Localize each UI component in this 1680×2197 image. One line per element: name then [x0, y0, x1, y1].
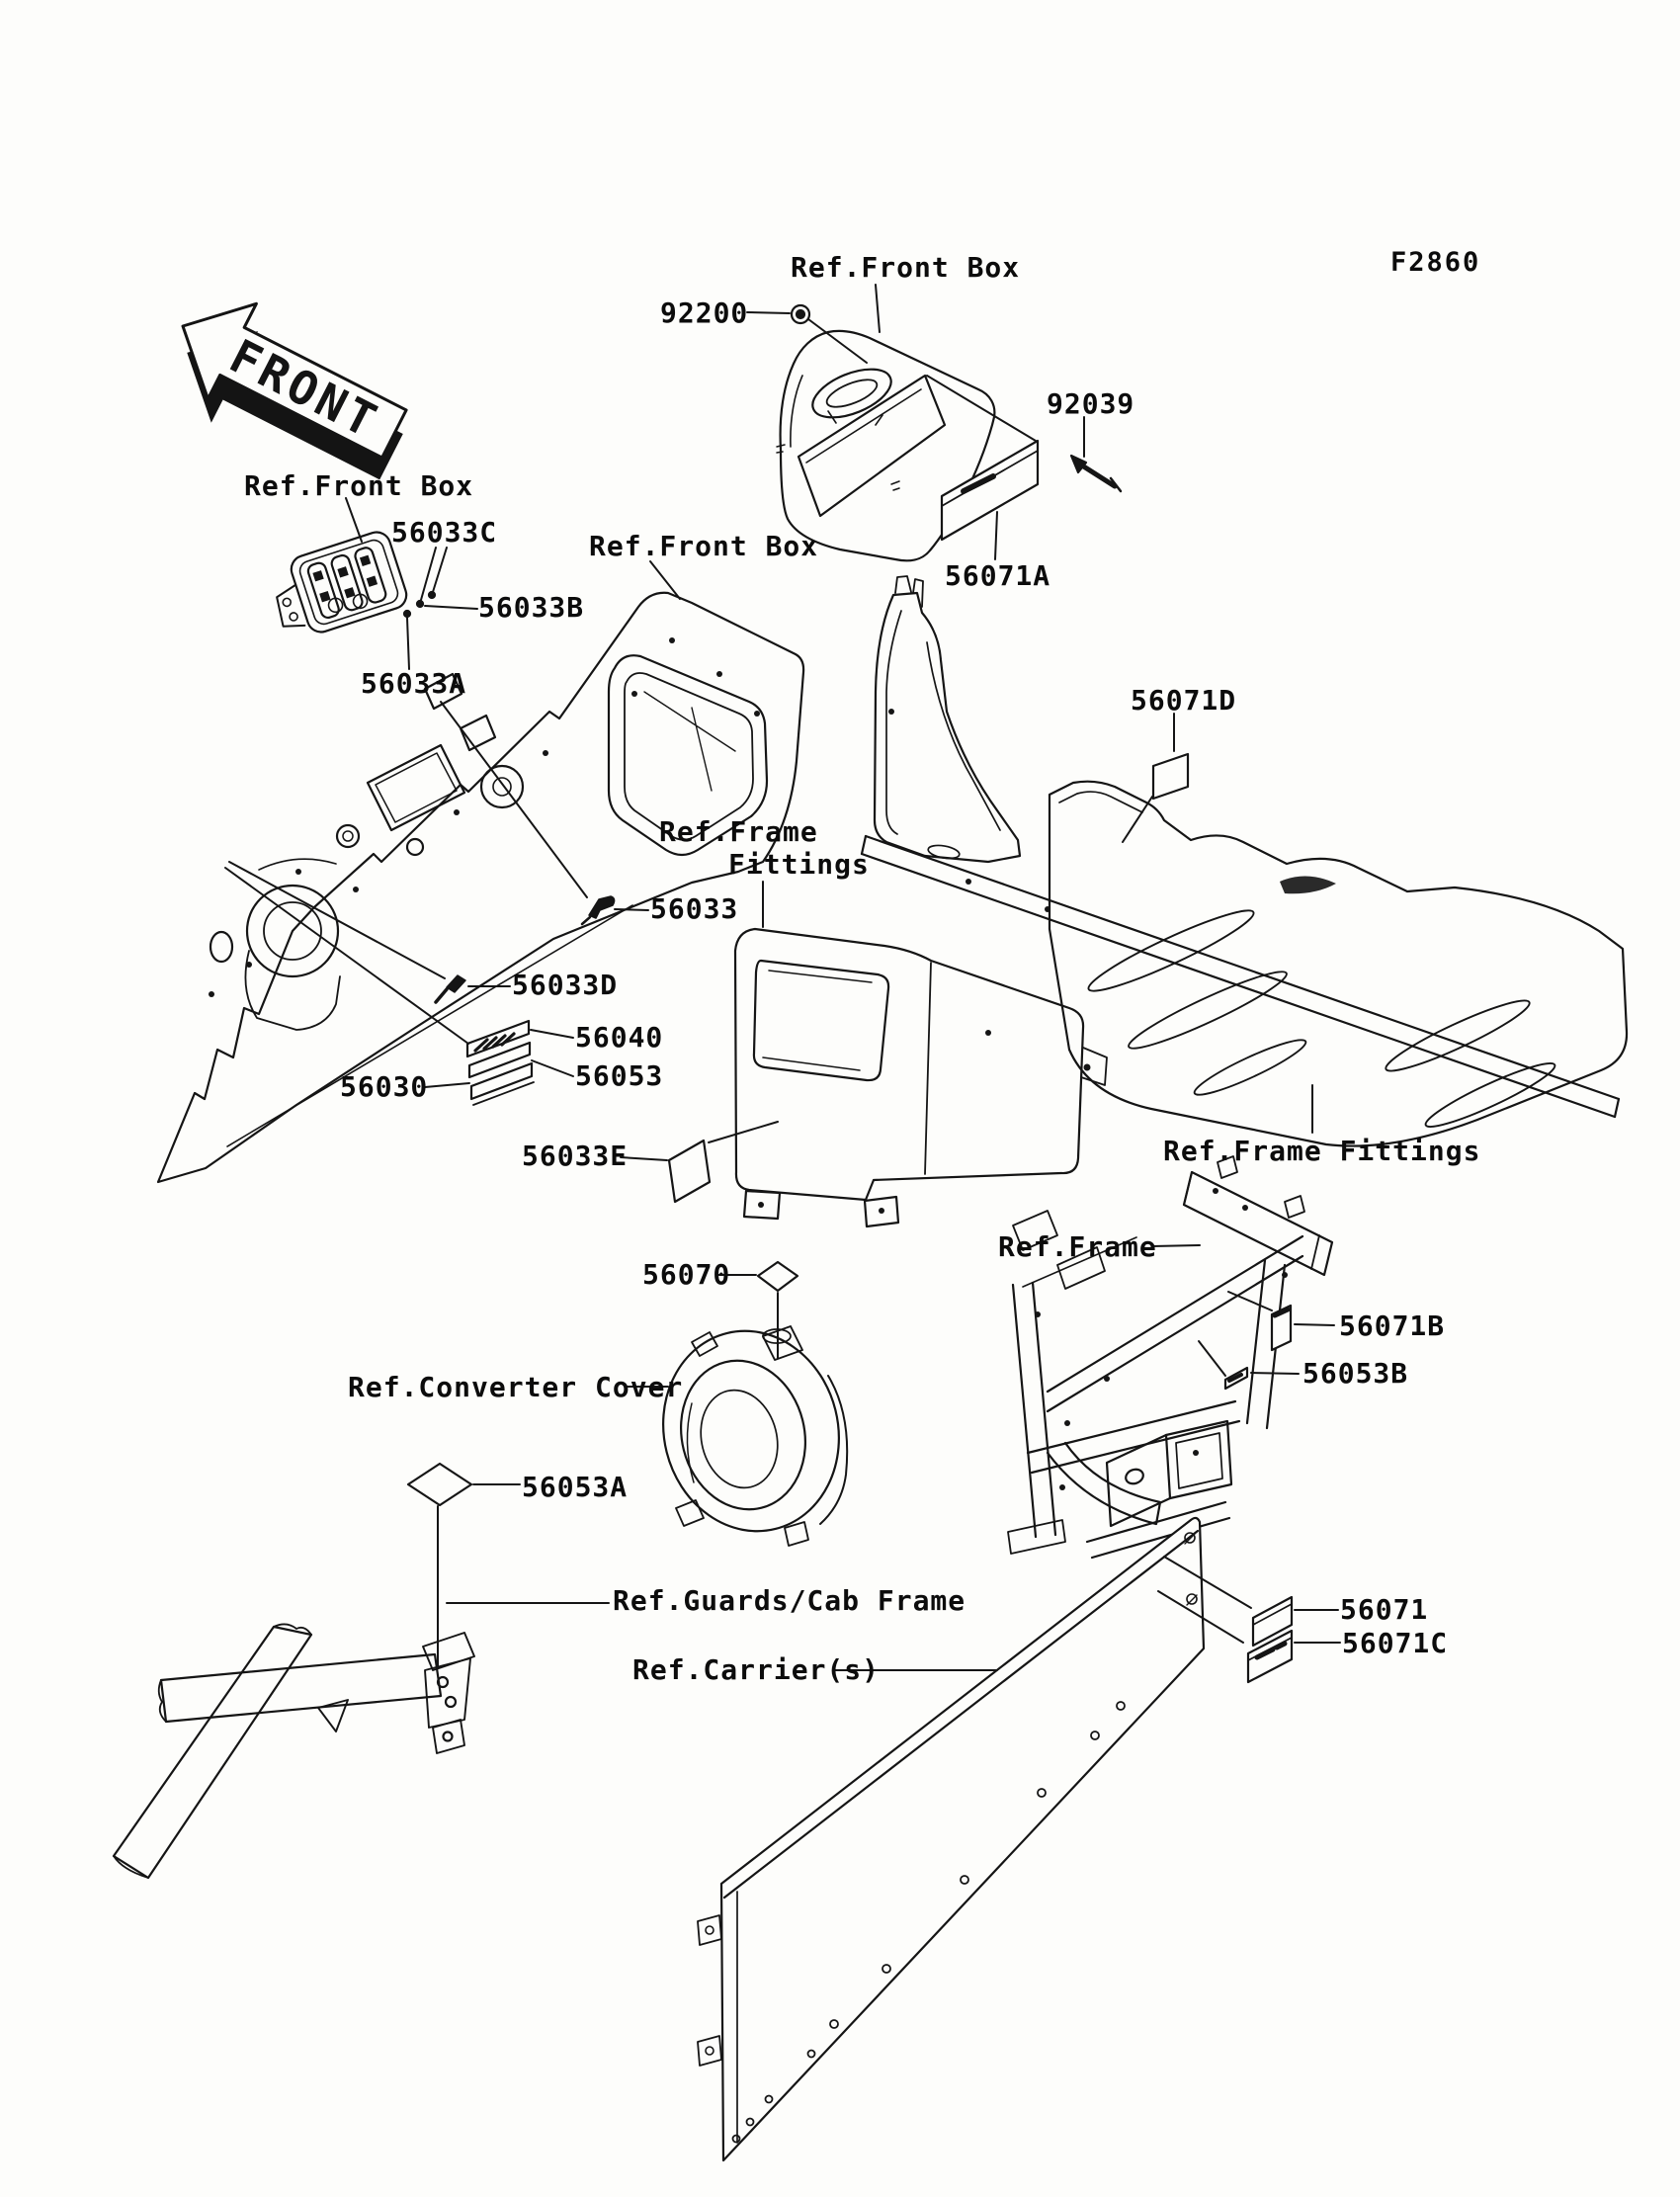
part-label-56030: 56030 — [340, 1070, 429, 1103]
part-label-56033d: 56033D — [512, 969, 619, 1001]
ref-label-carriers: Ref.Carrier(s) — [632, 1653, 881, 1686]
side-pillar-panel-drawing — [875, 576, 1020, 862]
part-label-56071d: 56071D — [1131, 684, 1237, 717]
part-label-56033: 56033 — [650, 892, 739, 925]
ref-label-frame-fittings-center-line2: Fittings — [728, 848, 870, 881]
sticker-stack-56030-drawing — [467, 1021, 534, 1105]
converter-cover-drawing — [642, 1312, 860, 1551]
part-label-56033e: 56033E — [522, 1140, 629, 1172]
part-label-56040: 56040 — [575, 1021, 664, 1054]
grommet-92200-drawing — [792, 305, 809, 323]
part-label-56071c: 56071C — [1342, 1627, 1449, 1659]
rivet-92039-drawing — [1071, 456, 1121, 491]
part-label-56071b: 56071B — [1339, 1310, 1446, 1342]
rear-frame-drawing — [1008, 1156, 1332, 1558]
part-label-56071: 56071 — [1340, 1593, 1429, 1626]
part-label-56033c: 56033C — [391, 516, 498, 549]
ref-label-front-box-top: Ref.Front Box — [791, 251, 1021, 284]
part-label-56071a: 56071A — [945, 559, 1051, 592]
console-frame-fittings-drawing — [735, 929, 1107, 1226]
sticker-56071d-drawing — [1153, 754, 1188, 799]
part-label-56070: 56070 — [642, 1258, 731, 1291]
part-label-56053: 56053 — [575, 1059, 664, 1092]
ref-label-frame-fittings-right: Ref.Frame Fittings — [1163, 1135, 1481, 1167]
sticker-56071b-drawing — [1272, 1306, 1291, 1350]
sticker-56070-drawing — [758, 1262, 798, 1291]
label-plate-56071a-drawing — [942, 441, 1038, 540]
sticker-56053a-drawing — [408, 1464, 471, 1505]
cab-frame-tubes-drawing — [114, 1624, 474, 1878]
sticker-56053b-drawing — [1225, 1368, 1247, 1389]
part-label-92200: 92200 — [660, 296, 749, 329]
front-arrow-text: FRONT — [220, 329, 388, 451]
part-label-56033b: 56033B — [478, 591, 585, 624]
ref-label-converter-cover: Ref.Converter Cover — [348, 1371, 684, 1403]
ref-label-front-box-left: Ref.Front Box — [244, 469, 474, 502]
ref-label-frame: Ref.Frame — [998, 1230, 1157, 1263]
part-label-56033a: 56033A — [361, 667, 467, 700]
figure-code: F2860 — [1390, 247, 1481, 278]
part-label-56053a: 56053A — [522, 1471, 629, 1503]
part-label-92039: 92039 — [1047, 387, 1135, 420]
part-label-56053b: 56053B — [1302, 1357, 1409, 1390]
ref-label-guards-cab-frame: Ref.Guards/Cab Frame — [613, 1584, 966, 1617]
ref-label-frame-fittings-center-line1: Ref.Frame — [659, 815, 818, 848]
sticker-56033e-drawing — [669, 1141, 710, 1202]
ref-label-front-box-mid: Ref.Front Box — [589, 530, 819, 562]
